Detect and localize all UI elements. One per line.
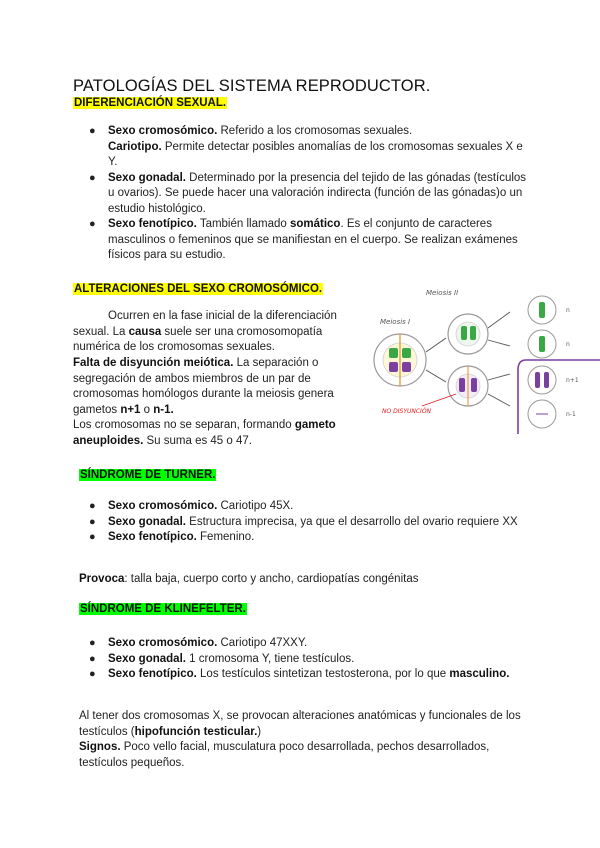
chromosome-purple [535, 372, 540, 388]
item-text: . Es el conjunto de caracteres masculinos o femeninos que se manifiestan en el cuerpo. Se realizan exámenes físicos para su estudio. [108, 218, 518, 261]
bullet-dot-icon: ● [89, 652, 96, 665]
daughter-nucleus [456, 322, 480, 346]
heading-highlight: DIFERENCIACIÓN SEXUAL. [74, 97, 227, 109]
text: Su suma es 45 o 47. [143, 434, 252, 447]
list-item [89, 636, 528, 652]
text: Ocurren en la fase inicial de la diferenciación sexual. La [73, 310, 337, 338]
gamete-label: n-1 [566, 411, 576, 418]
pointer-line [422, 394, 456, 406]
item-term: Sexo gonadal. [108, 652, 186, 665]
bullet-dot-icon: ● [89, 531, 96, 543]
paragraph-signos [79, 740, 531, 771]
gamete-label: n+1 [566, 377, 579, 384]
item-text: Permite detectar posibles anomalías de los cromosomas sexuales X e Y. [108, 140, 523, 168]
nondisjunction-label: NO DISYUNCIÓN [382, 408, 432, 415]
term: Signos. [79, 741, 121, 753]
arrow-line [426, 338, 446, 352]
item-term: Sexo cromosómico. [108, 500, 218, 512]
section-heading-turner [79, 469, 216, 481]
paragraph-provoca [79, 572, 539, 588]
list-item [89, 667, 528, 683]
item-text: Femenino. [196, 531, 255, 543]
item-term: Sexo gonadal. [108, 515, 186, 528]
arrow-line [488, 312, 510, 328]
chromosome-green [389, 348, 398, 358]
item-term: Sexo fenotípico. [108, 531, 197, 543]
list-item [89, 171, 528, 218]
term: Falta de disyunción meiótica. [73, 357, 234, 369]
list-item [108, 140, 528, 171]
list-item [89, 530, 528, 546]
item-term: Cariotipo. [108, 140, 162, 153]
chromosome-green [470, 326, 476, 340]
chromosome-green [402, 348, 411, 358]
bullet-list-klinefelter [89, 636, 528, 683]
arrow-line [488, 340, 510, 346]
text: o [140, 403, 154, 416]
list-item [89, 499, 528, 515]
heading-highlight: SÍNDROME DE KLINEFELTER. [80, 603, 246, 615]
item-text: Cariotipo 47XXY. [217, 637, 308, 649]
chromosome-green [461, 326, 467, 340]
paragraph-causa [73, 309, 361, 356]
term: hipofunción testicular. [134, 725, 258, 738]
arrow-line [488, 374, 510, 380]
page-title: PATOLOGÍAS DEL SISTEMA REPRODUCTOR. [73, 77, 431, 95]
text: La separación o segregación de ambos miembros de un par de cromosomas homólogos durante la meiosis genera gametos [73, 357, 334, 416]
chromosome-purple [471, 378, 477, 392]
arrow-line [426, 370, 446, 382]
paragraph-aneuploides [73, 418, 361, 449]
gamete-label: n [566, 341, 570, 348]
bullet-dot-icon: ● [89, 171, 96, 184]
section-heading-alteraciones [73, 283, 323, 295]
item-term: Sexo fenotípico. [108, 668, 197, 680]
chromosome-purple [402, 362, 411, 372]
item-text: Los testículos sintetizan testosterona, por lo que [196, 668, 450, 680]
bullet-dot-icon: ● [89, 668, 96, 680]
item-text: También llamado [196, 218, 290, 230]
heading-highlight: SÍNDROME DE TURNER. [80, 469, 216, 481]
bullet-dot-icon: ● [89, 500, 96, 512]
aneuploid-highlight-box [518, 360, 600, 434]
term: causa [128, 325, 162, 338]
chromosome-purple [544, 372, 549, 388]
chromosome-green [539, 336, 545, 352]
chromosome-purple [459, 378, 465, 392]
text: suele ser una cromosomopatía numérica de los cromosomas sexuales. [73, 325, 323, 353]
gamete-label: n [566, 307, 570, 314]
bullet-dot-icon: ● [89, 637, 96, 649]
item-term: Sexo gonadal. [108, 171, 186, 184]
meiosis-ii-label: Meiosis II [426, 289, 459, 297]
item-text: Referido a los cromosomas sexuales. [217, 125, 413, 137]
item-term: masculino. [449, 668, 510, 680]
text: ) [257, 725, 262, 738]
term: gameto aneuploides. [73, 419, 336, 447]
arrow-line [488, 394, 510, 406]
bullet-list-turner [89, 499, 528, 546]
text: : talla baja, cuerpo corto y ancho, cardiopatías congénitas [124, 573, 419, 585]
chromosome-green [539, 302, 545, 318]
bullet-dot-icon: ● [89, 515, 96, 528]
section-heading-diferenciacion [73, 97, 227, 109]
item-term: Sexo cromosómico. [108, 637, 218, 649]
list-item [89, 124, 528, 140]
item-term: somático [289, 218, 341, 230]
term: n+1 [120, 403, 141, 416]
item-text: Estructura imprecisa, ya que el desarrollo del ovario requiere XX [185, 515, 518, 528]
bullet-dot-icon: ● [89, 218, 96, 230]
term: Provoca [79, 573, 125, 585]
gamete-cell-n-plus-1 [528, 366, 556, 394]
item-text: 1 cromosoma Y, tiene testículos. [185, 652, 355, 665]
list-item [89, 515, 528, 531]
chromosome-purple [389, 362, 398, 372]
item-text: Cariotipo 45X. [217, 500, 294, 512]
heading-highlight: ALTERACIONES DEL SEXO CROMOSÓMICO. [74, 283, 323, 295]
text: Poco vello facial, musculatura poco desarrollada, pechos desarrollados, testículos pequeños. [79, 741, 490, 769]
item-term: Sexo cromosómico. [108, 125, 218, 137]
list-item [89, 652, 528, 668]
text: Los cromosomas no se separan, formando [73, 419, 295, 431]
meiosis-i-label: Meiosis I [380, 318, 411, 326]
section-heading-klinefelter [79, 603, 247, 615]
item-term: Sexo fenotípico. [108, 218, 197, 230]
paragraph-hipofuncion [79, 709, 531, 740]
meiosis-nondisjunction-figure [360, 282, 600, 434]
paragraph-disyuncion [73, 356, 361, 418]
text: Al tener dos cromosomas X, se provocan alteraciones anatómicas y funcionales de los testículos ( [79, 710, 521, 738]
bullet-list-diferenciacion [89, 124, 528, 264]
term: n-1. [153, 403, 174, 416]
bullet-dot-icon: ● [89, 125, 96, 137]
item-text: Determinado por la presencia del tejido de las gónadas (testículos u ovarios). Se puede hacer una valoración indirecta (función de las gónadas)o un estudio histológico. [108, 171, 527, 215]
list-item [89, 217, 528, 264]
